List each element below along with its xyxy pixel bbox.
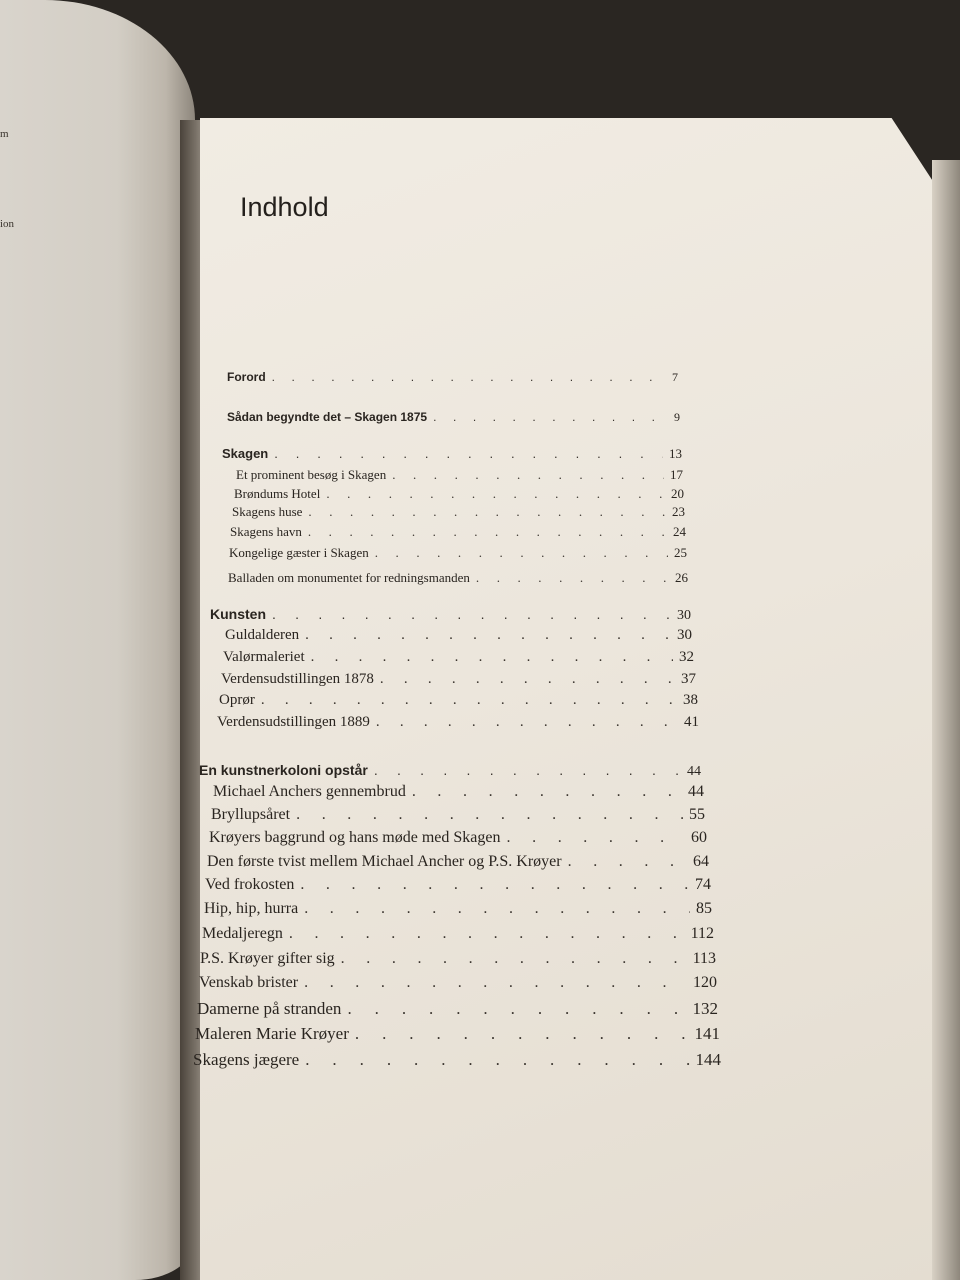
dot-leader (374, 762, 681, 778)
toc-section (236, 467, 683, 483)
dot-leader (296, 806, 683, 824)
left-page-fragment: ion (0, 218, 15, 230)
toc-section (219, 692, 698, 709)
toc-section (234, 486, 684, 502)
page-edge (932, 160, 960, 1280)
dot-leader (305, 1050, 689, 1070)
toc-page-number: 132 (692, 999, 718, 1018)
toc-section (195, 1024, 720, 1044)
left-page (0, 0, 195, 1280)
dot-leader (272, 606, 671, 622)
toc-page-number: 112 (690, 925, 714, 942)
dot-leader (376, 714, 678, 731)
toc-chapter (210, 606, 691, 624)
toc-section (217, 714, 699, 731)
toc-page-number: 30 (677, 627, 692, 643)
toc-page-number: 113 (692, 950, 716, 967)
toc-entry-title: Michael Anchers gennembrud (213, 783, 406, 800)
toc-section (229, 545, 687, 561)
dot-leader (392, 467, 664, 483)
dot-leader (507, 829, 686, 847)
toc-entry-title: Bryllupsåret (211, 806, 291, 823)
toc-chapter (227, 410, 680, 425)
toc-entry-title: Kunsten (210, 606, 266, 622)
toc-section (193, 1050, 721, 1070)
dot-leader (300, 876, 689, 894)
page-title: Indhold (240, 192, 329, 222)
dot-leader (433, 410, 668, 424)
toc-section (199, 974, 717, 992)
toc-page-number: 141 (694, 1024, 720, 1043)
toc-entry-title: Maleren Marie Krøyer (195, 1024, 349, 1043)
toc-page-number: 64 (693, 853, 709, 870)
dot-leader (568, 853, 687, 871)
toc-entry-title: Guldalderen (225, 627, 300, 643)
dot-leader (305, 627, 671, 644)
toc-page-number: 55 (689, 806, 705, 823)
dot-leader (476, 570, 669, 586)
toc-page-number: 23 (672, 504, 685, 519)
dot-leader (355, 1024, 689, 1044)
toc-entry-title: En kunstnerkoloni opstår (199, 762, 368, 778)
toc-page-number: 30 (677, 608, 691, 623)
toc-page-number: 20 (671, 486, 684, 501)
toc-entry-title: Oprør (219, 692, 255, 708)
toc-page-number: 144 (695, 1050, 721, 1069)
toc-page-number: 85 (696, 900, 712, 917)
toc-entry-title: Skagens jægere (193, 1050, 300, 1069)
toc-page-number: 120 (693, 974, 717, 991)
toc-section (221, 671, 696, 688)
toc-entry-title: Skagens huse (232, 504, 303, 519)
toc-entry-title: P.S. Krøyer gifter sig (200, 950, 335, 967)
toc-entry-title: Et prominent besøg i Skagen (236, 467, 387, 482)
toc-page-number: 13 (669, 446, 682, 461)
dot-leader (347, 999, 686, 1019)
toc-section (204, 900, 712, 918)
toc-page-number: 60 (691, 829, 707, 846)
toc-page-number: 9 (674, 410, 680, 424)
toc-entry-title: Ved frokosten (205, 876, 295, 893)
toc-entry-title: Skagens havn (230, 524, 302, 539)
toc-entry-title: Forord (227, 370, 266, 384)
dot-leader (308, 524, 667, 540)
toc-chapter (199, 762, 701, 780)
toc-entry-title: Balladen om monumentet for redningsmanden (228, 570, 470, 585)
toc-page-number: 24 (673, 524, 686, 539)
toc-page-number: 26 (675, 570, 688, 585)
dot-leader (375, 545, 668, 561)
toc-entry-title: Verdensudstillingen 1889 (217, 714, 370, 730)
toc-entry-title: Verdensudstillingen 1878 (221, 671, 374, 687)
toc-entry-title: Sådan begyndte det – Skagen 1875 (227, 410, 428, 424)
dot-leader (341, 950, 687, 968)
toc-page-number: 44 (687, 764, 701, 779)
toc-section (202, 925, 714, 943)
toc-entry-title: Kongelige gæster i Skagen (229, 545, 369, 560)
toc-section (228, 570, 688, 586)
dot-leader (261, 692, 677, 709)
toc-page-number: 74 (695, 876, 711, 893)
dot-leader (289, 925, 685, 943)
toc-page-number: 32 (679, 649, 694, 665)
toc-section (223, 649, 694, 666)
toc-entry-title: Hip, hip, hurra (204, 900, 299, 917)
toc-section (207, 853, 709, 871)
toc-page-number: 25 (674, 545, 687, 560)
dot-leader (311, 649, 673, 666)
toc-page-number: 17 (670, 467, 683, 482)
toc-section (225, 627, 692, 644)
toc-chapter (222, 446, 682, 462)
dot-leader (304, 974, 687, 992)
dot-leader (272, 370, 666, 384)
toc-section (230, 524, 686, 540)
toc-entry-title: Damerne på stranden (197, 999, 342, 1018)
toc-entry-title: Skagen (222, 446, 269, 461)
toc-section (197, 999, 718, 1019)
toc-entry-title: Valørmaleriet (223, 649, 305, 665)
toc-entry-title: Medaljeregn (202, 925, 283, 942)
dot-leader (308, 504, 666, 520)
dot-leader (326, 486, 665, 502)
toc-section (209, 829, 707, 847)
toc-entry-title: Krøyers baggrund og hans møde med Skagen (209, 829, 501, 846)
toc-section (200, 950, 716, 968)
toc-section (232, 504, 685, 520)
toc-page-number: 38 (683, 692, 698, 708)
left-page-fragment: m (0, 128, 9, 140)
toc-section (211, 806, 705, 824)
toc-page-number: 37 (681, 671, 696, 687)
toc-section (205, 876, 711, 894)
toc-page-number: 7 (672, 370, 678, 384)
toc-entry-title: Den første tvist mellem Michael Ancher og P.S. Krøyer (207, 853, 562, 870)
dot-leader (304, 900, 690, 918)
toc-chapter (227, 370, 678, 385)
toc-section (213, 783, 704, 801)
toc-entry-title: Venskab brister (199, 974, 299, 991)
toc-entry-title: Brøndums Hotel (234, 486, 321, 501)
dot-leader (380, 671, 675, 688)
dot-leader (412, 783, 682, 801)
dot-leader (274, 446, 663, 461)
toc-page-number: 44 (688, 783, 704, 800)
toc-page-number: 41 (684, 714, 699, 730)
